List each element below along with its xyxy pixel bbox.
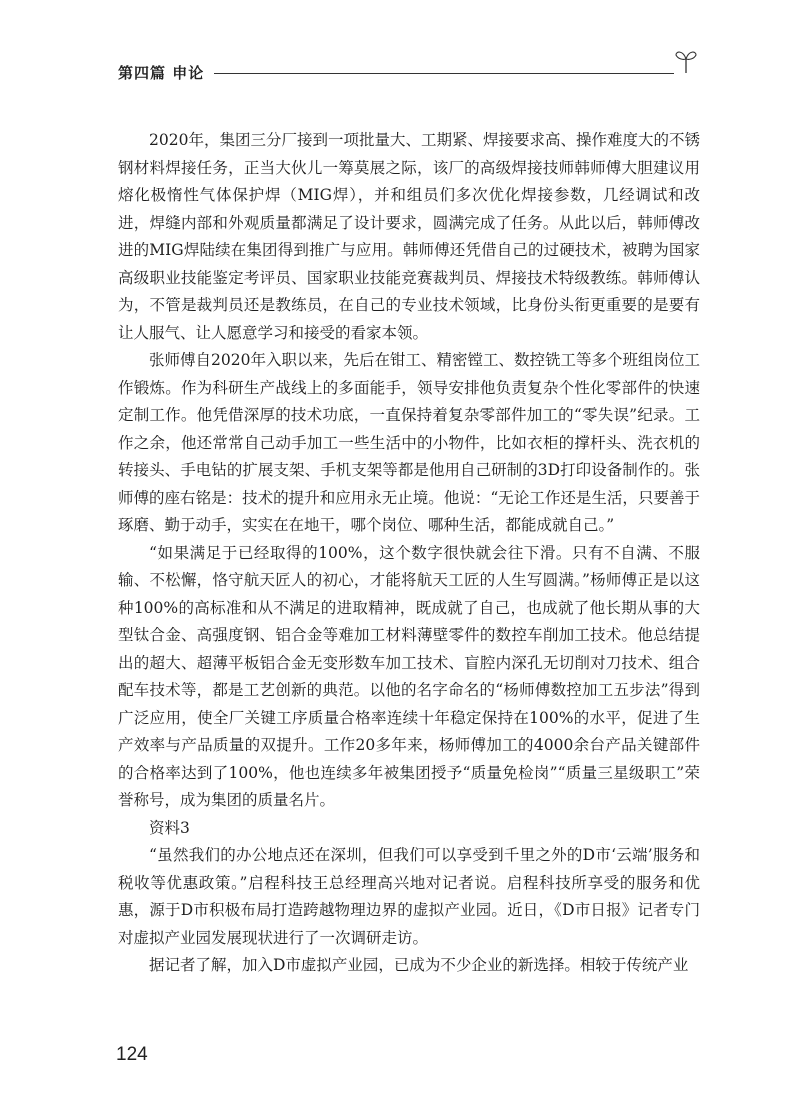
running-header <box>118 60 698 88</box>
paragraph-3: “如果满足于已经取得的100%，这个数字很快就会往下滑。只有不自满、不服输、不松懈，恪守航天匠人的初心，才能将航天工匠的人生写圆满。”杨师傅正是以这种100%的高标准和从不满足的进取精神，既成就了自己，也成就了他长期从事的大型钛合金、高强度钢、铝合金等难加工材料薄壁零件的数控车削加工技术。他总结提出的超大、超薄平板铝合金无变形数车加工技术、盲腔内深孔无切削对刀技术、组合配车技术等，都是工艺创新的典范。以他的名字命名的“杨师傅数控加工五步法”得到广泛应用，使全厂关键工序质量合格率连续十年稳定保持在100%的水平，促进了生产效率与产品质量的双提升。工作20多年来，杨师傅加工的4000余台产品关键部件的合格率达到了100%，他也连续多年被集团授予“质量免检岗”“质量三星级职工”荣誉称号，成为集团的质量名片。 <box>118 543 700 809</box>
page-number: 124 <box>116 1044 148 1065</box>
paragraph-5: 据记者了解，加入D市虚拟产业园，已成为不少企业的新选择。相较于传统产业 <box>149 956 689 974</box>
body-text <box>118 127 700 980</box>
header-divider <box>214 73 674 74</box>
sprout-icon <box>674 46 698 74</box>
paragraph-1: 2020年，集团三分厂接到一项批量大、工期紧、焊接要求高、操作难度大的不锈钢材料焊接任务，正当大伙儿一筹莫展之际，该厂的高级焊接技师韩师傅大胆建议用熔化极惰性气体保护焊（MIG焊），并和组员们多次优化焊接参数，几经调试和改进，焊缝内部和外观质量都满足了设计要求，圆满完成了任务。从此以后，韩师傅改进的MIG焊陆续在集团得到推广与应用。韩师傅还凭借自己的过硬技术，被聘为国家高级职业技能鉴定考评员、国家职业技能竞赛裁判员、焊接技术特级教练。韩师傅认为，不管是裁判员还是教练员，在自己的专业技术领域，比身份头衔更重要的是要有让人服气、让人愿意学习和接受的看家本领。 <box>118 131 700 342</box>
paragraph-4: “虽然我们的办公地点还在深圳，但我们可以享受到千里之外的D市‘云端’服务和税收等优惠政策。”启程科技王总经理高兴地对记者说。启程科技所享受的服务和优惠，源于D市积极布局打造跨越物理边界的虚拟产业园。近日，《D市日报》记者专门对虚拟产业园发展现状进行了一次调研走访。 <box>118 846 700 947</box>
section-title: 第四篇 申论 <box>118 64 205 82</box>
paragraph-2: 张师傅自2020年入职以来，先后在钳工、精密镗工、数控铣工等多个班组岗位工作锻炼。作为科研生产战线上的多面能手，领导安排他负责复杂个性化零部件的快速定制工作。他凭借深厚的技术功底，一直保持着复杂零部件加工的“零失误”纪录。工作之余，他还常常自己动手加工一些生活中的小物件，比如衣柜的撑杆头、洗衣机的转接头、手电钻的扩展支架、手机支架等都是他用自己研制的3D打印设备制作的。张师傅的座右铭是：技术的提升和应用永无止境。他说：“无论工作还是生活，只要善于琢磨、勤于动手，实实在在地干，哪个岗位、哪种生活，都能成就自己。” <box>118 351 700 534</box>
material-heading: 资料3 <box>149 818 190 837</box>
